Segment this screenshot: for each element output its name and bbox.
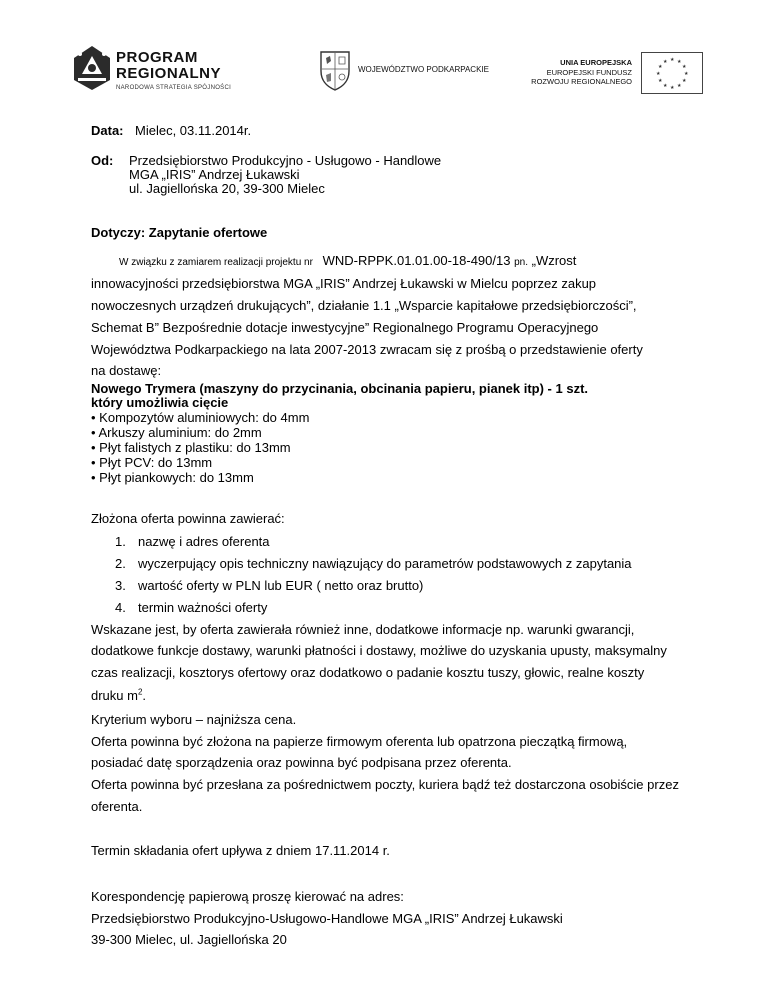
subject-heading: Dotyczy: Zapytanie ofertowe xyxy=(91,225,268,240)
eu-line-2: EUROPEJSKI FUNDUSZ xyxy=(546,67,632,77)
svg-text:★: ★ xyxy=(677,83,682,89)
intro-line-5: Województwa Podkarpackiego na lata 2007-2013 zwracam się z prośbą o przedstawienie oferty xyxy=(91,342,643,357)
offer-item-number: 2. xyxy=(115,556,126,571)
logo-line-program: PROGRAM xyxy=(116,49,198,66)
intro-line-1 xyxy=(119,253,576,270)
correspondence-line-2: Przedsiębiorstwo Produkcyjno-Usługowo-Handlowe MGA „IRIS” Andrzej Łukawski xyxy=(91,911,563,926)
intro-lead: W związku z zamiarem realizacji projektu nr xyxy=(119,257,313,268)
send-line-2: oferenta. xyxy=(91,799,143,814)
sender-name: Przedsiębiorstwo Produkcyjno - Usługowo - Handlowe xyxy=(129,153,442,168)
sender-address: ul. Jagiellońska 20, 39-300 Mielec xyxy=(129,181,325,196)
offer-item-text: wyczerpujący opis techniczny nawiązujący do parametrów podstawowych z zapytania xyxy=(138,556,632,571)
spec-item: • Płyt PCV: do 13mm xyxy=(91,455,213,470)
eu-line-3: ROZWOJU REGIONALNEGO xyxy=(531,77,632,86)
intro-line-2: innowacyjności przedsiębiorstwa MGA „IRIS” Andrzej Łukawski w Mielcu poprzez zakup xyxy=(91,276,597,291)
logo-line-regionalny: REGIONALNY xyxy=(116,65,222,82)
svg-text:★: ★ xyxy=(682,64,687,70)
offer-item-text: nazwę i adres oferenta xyxy=(138,534,270,549)
deadline-line: Termin składania ofert upływa z dniem 17.11.2014 r. xyxy=(91,843,390,858)
offer-heading: Złożona oferta powinna zawierać: xyxy=(91,511,285,526)
form-line-1: Oferta powinna być złożona na papierze firmowym oferenta lub opatrzona pieczątką firmową, xyxy=(91,734,628,749)
svg-text:★: ★ xyxy=(663,59,668,65)
correspondence-line-1: Korespondencję papierową proszę kierować na adres: xyxy=(91,889,404,904)
eu-line-1: UNIA EUROPEJSKA xyxy=(560,58,632,67)
from-label: Od: xyxy=(91,153,114,168)
eu-fund-label xyxy=(531,58,632,87)
eu-flag-icon xyxy=(641,52,703,94)
extra-info-text: druku m xyxy=(91,688,138,703)
form-line-2: posiadać datę sporządzenia oraz powinna być podpisana przez oferenta. xyxy=(91,755,512,770)
program-regionalny-logo xyxy=(70,44,240,96)
svg-text:★: ★ xyxy=(658,78,663,84)
svg-text:★: ★ xyxy=(670,57,675,63)
intro-line-4: Schemat B” Bezpośrednie dotacje inwestycyjne” Regionalnego Programu Operacyjnego xyxy=(91,320,599,335)
spec-item: • Arkuszy aluminium: do 2mm xyxy=(91,425,262,440)
svg-text:★: ★ xyxy=(656,71,661,77)
criterion-line: Kryterium wyboru – najniższa cena. xyxy=(91,712,297,727)
period: . xyxy=(142,688,147,703)
item-subtitle: który umożliwia cięcie xyxy=(91,395,229,410)
svg-text:★: ★ xyxy=(684,71,689,77)
voivodeship-crest-icon xyxy=(318,49,352,91)
svg-text:★: ★ xyxy=(670,85,675,91)
project-number: WND-RPPK.01.01.00-18-490/13 xyxy=(322,253,511,268)
program-regionalny-emblem-icon xyxy=(70,44,114,92)
item-title: Nowego Trymera (maszyny do przycinania, obcinania papieru, pianek itp) - 1 szt. xyxy=(91,381,589,396)
logo-line-strategy: NARODOWA STRATEGIA SPÓJNOŚCI xyxy=(116,85,232,91)
offer-item-text: termin ważności oferty xyxy=(138,600,268,615)
spec-item: • Płyt falistych z plastiku: do 13mm xyxy=(91,440,291,455)
svg-text:★: ★ xyxy=(677,59,682,65)
offer-item-number: 1. xyxy=(115,534,126,549)
voivodeship-label: WOJEWÓDZTWO PODKARPACKIE xyxy=(358,65,489,74)
date-label: Data: xyxy=(91,123,124,138)
send-line-1: Oferta powinna być przesłana za pośrednictwem poczty, kuriera bądź też dostarczona osobiście przez xyxy=(91,777,679,792)
intro-line-6: na dostawę: xyxy=(91,363,162,378)
extra-info-line-2: dodatkowe funkcje dostawy, warunki płatności i dostawy, możliwe do uzyskania upusty, maksymalny xyxy=(91,643,667,658)
spec-item: • Kompozytów aluminiowych: do 4mm xyxy=(91,410,310,425)
intro-lead-end: „Wzrost xyxy=(531,253,577,268)
extra-info-line-3: czas realizacji, kosztorys ofertowy oraz dodatkowo o padanie kosztu tuszy, głowic, realne koszty xyxy=(91,665,645,680)
superscript: 2 xyxy=(137,687,143,697)
spec-item: • Płyt piankowych: do 13mm xyxy=(91,470,254,485)
extra-info-line-1: Wskazane jest, by oferta zawierała również inne, dodatkowe informacje np. warunki gwarancji, xyxy=(91,622,635,637)
intro-line-3: nowoczesnych urządzeń drukujących”, działanie 1.1 „Wsparcie kapitałowe przedsiębiorczości”, xyxy=(91,298,637,313)
offer-item-text: wartość oferty w PLN lub EUR ( netto oraz brutto) xyxy=(138,578,424,593)
extra-info-line-4 xyxy=(91,688,146,703)
offer-item-number: 3. xyxy=(115,578,126,593)
svg-text:★: ★ xyxy=(682,78,687,84)
offer-item-number: 4. xyxy=(115,600,126,615)
intro-pn: pn. xyxy=(514,257,528,268)
svg-text:★: ★ xyxy=(658,64,663,70)
svg-text:★: ★ xyxy=(663,83,668,89)
correspondence-line-3: 39-300 Mielec, ul. Jagiellońska 20 xyxy=(91,932,287,947)
date-value: Mielec, 03.11.2014r. xyxy=(135,123,252,138)
sender-company: MGA „IRIS” Andrzej Łukawski xyxy=(129,167,300,182)
